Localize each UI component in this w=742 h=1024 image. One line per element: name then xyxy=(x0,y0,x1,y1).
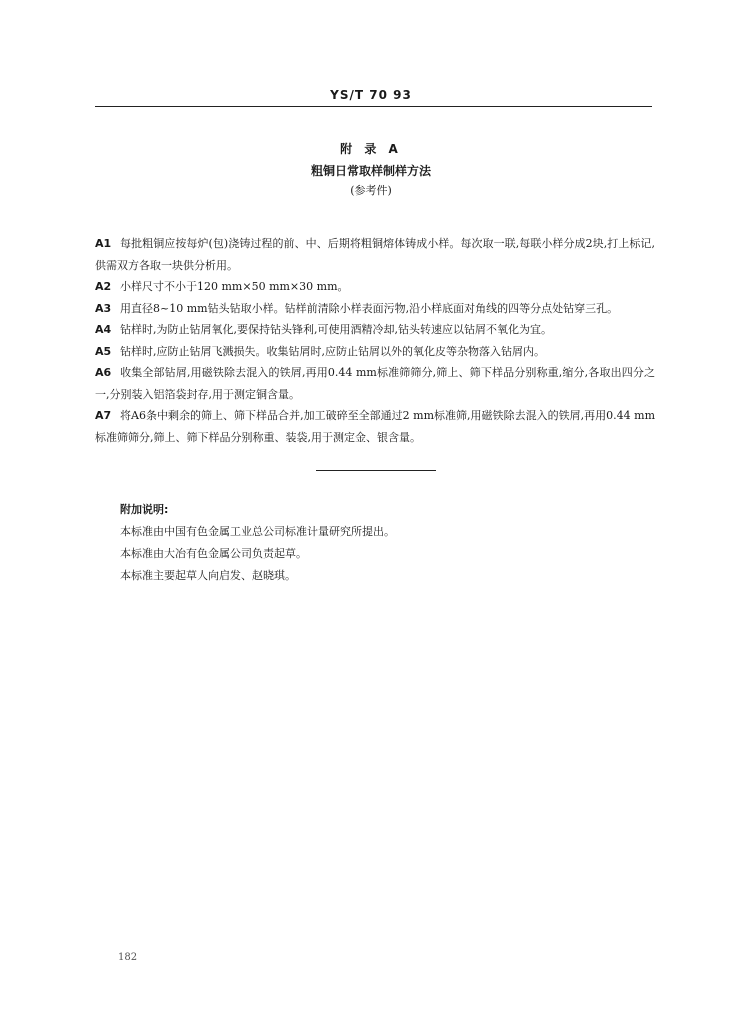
clause-text: 收集全部钻屑,用磁铁除去混入的铁屑,再用0.44 mm标准筛筛分,筛上、筛下样品分别称重,缩分,各取出四分之一,分别装入铝箔袋封存,用于测定铜含量。 xyxy=(95,366,655,401)
clause-text: 用直径8~10 mm钻头钻取小样。钻样前清除小样表面污物,沿小样底面对角线的四等分点处钻穿三孔。 xyxy=(120,301,619,315)
additional-note-line: 本标准由大冶有色金属公司负责起草。 xyxy=(120,547,307,560)
page-number: 182 xyxy=(118,952,138,963)
clause-a3 xyxy=(95,298,655,320)
additional-notes-title: 附加说明: xyxy=(120,503,169,516)
clause-number: A1 xyxy=(95,237,112,250)
clause-number: A7 xyxy=(95,409,112,422)
clause-a6 xyxy=(95,362,655,405)
additional-note-line: 本标准由中国有色金属工业总公司标准计量研究所提出。 xyxy=(120,525,395,538)
end-of-text-rule xyxy=(316,470,436,471)
appendix-label: 附 录 A xyxy=(340,142,402,156)
clause-a5 xyxy=(95,341,655,363)
clause-text: 每批粗铜应按每炉(包)浇铸过程的前、中、后期将粗铜熔体铸成小样。每次取一联,每联小样分成2块,打上标记,供需双方各取一块供分析用。 xyxy=(95,237,655,272)
appendix-title: 粗铜日常取样制样方法 xyxy=(310,164,431,178)
clause-text: 小样尺寸不小于120 mm×50 mm×30 mm。 xyxy=(120,280,349,293)
clause-number: A3 xyxy=(95,301,112,315)
clause-text: 将A6条中剩余的筛上、筛下样品合并,加工破碎至全部通过2 mm标准筛,用磁铁除去混入的铁屑,再用0.44 mm标准筛筛分,筛上、筛下样品分别称重、装袋,用于测定金、银含量。 xyxy=(95,409,655,444)
clause-number: A2 xyxy=(95,280,112,293)
header-rule xyxy=(95,106,652,107)
clause-a4 xyxy=(95,319,655,341)
clause-text: 钻样时,为防止钻屑氧化,要保持钻头锋利,可使用酒精冷却,钻头转速应以钻屑不氧化为宜。 xyxy=(120,323,552,336)
clause-a7 xyxy=(95,405,655,448)
clause-a1 xyxy=(95,233,655,276)
standard-number-header: YS/T 70 93 xyxy=(330,88,412,102)
clause-number: A4 xyxy=(95,323,112,336)
appendix-note: (参考件) xyxy=(350,184,392,197)
clause-text: 钻样时,应防止钻屑飞溅损失。收集钻屑时,应防止钻屑以外的氧化皮等杂物落入钻屑内。 xyxy=(120,344,545,358)
clause-a2 xyxy=(95,276,655,298)
clause-number: A5 xyxy=(95,344,112,358)
additional-note-line: 本标准主要起草人向启发、赵晓琪。 xyxy=(120,569,296,582)
additional-notes xyxy=(120,499,640,587)
clause-list xyxy=(95,233,655,448)
clause-number: A6 xyxy=(95,366,112,379)
